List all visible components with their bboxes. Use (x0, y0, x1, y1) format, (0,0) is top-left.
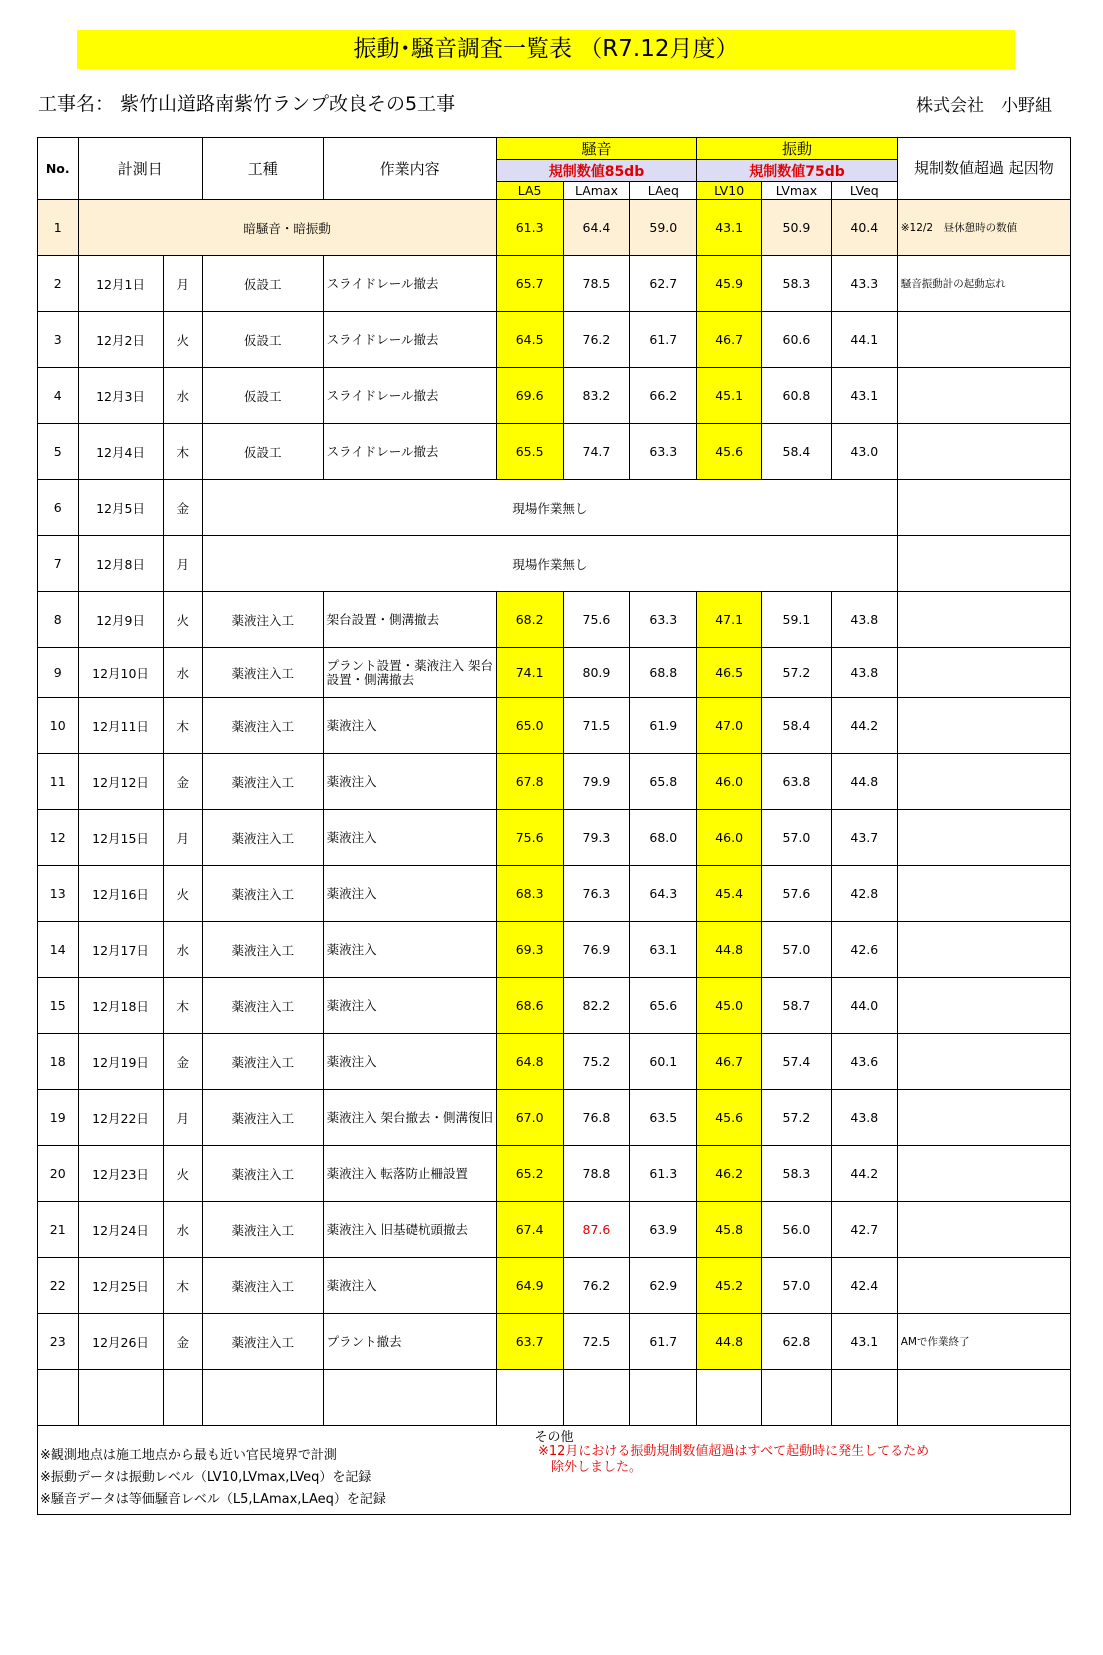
row-lv10: 46.0 (697, 810, 762, 866)
row-note (897, 866, 1070, 922)
row-work-type: 薬液注入工 (203, 1034, 324, 1090)
row-lvmax: 56.0 (762, 1202, 832, 1258)
row-day: 金 (163, 1034, 203, 1090)
row-lvmax: 58.3 (762, 256, 832, 312)
ambient-laeq: 59.0 (630, 200, 697, 256)
row-content: 薬液注入 (323, 698, 496, 754)
table-row (38, 256, 1071, 312)
row-day: 金 (163, 1314, 203, 1370)
row-date: 12月11日 (78, 698, 163, 754)
row-laeq: 63.3 (630, 592, 697, 648)
row-date: 12月2日 (78, 312, 163, 368)
row-work-type: 薬液注入工 (203, 1314, 324, 1370)
table-row (38, 1146, 1071, 1202)
table-row (38, 648, 1071, 698)
ambient-label: 暗騒音・暗振動 (78, 200, 496, 256)
row-lvmax: 58.3 (762, 1146, 832, 1202)
row-work-type: 薬液注入工 (203, 1090, 324, 1146)
row-note (897, 592, 1070, 648)
row-lvmax: 57.0 (762, 1258, 832, 1314)
row-lamax: 75.2 (563, 1034, 630, 1090)
row-lvmax: 58.4 (762, 424, 832, 480)
ambient-no: 1 (38, 200, 79, 256)
row-lv10: 45.6 (697, 424, 762, 480)
table-row (38, 978, 1071, 1034)
header-lv10: LV10 (697, 182, 762, 200)
row-day: 月 (163, 810, 203, 866)
header-lveq: LVeq (831, 182, 897, 200)
row-note (897, 1202, 1070, 1258)
row-work-type: 仮設工 (203, 312, 324, 368)
row-lamax: 87.6 (563, 1202, 630, 1258)
row-work-type: 薬液注入工 (203, 978, 324, 1034)
row-content: 薬液注入 (323, 1034, 496, 1090)
row-lveq: 43.3 (831, 256, 897, 312)
row-content: プラント撤去 (323, 1314, 496, 1370)
row-no: 13 (38, 866, 79, 922)
row-work-type: 薬液注入工 (203, 922, 324, 978)
row-lvmax: 63.8 (762, 754, 832, 810)
row-la5: 75.6 (496, 810, 563, 866)
project-name: 工事名： 紫竹山道路南紫竹ランプ改良その5工事 (38, 93, 456, 115)
row-day: 月 (163, 1090, 203, 1146)
row-la5: 68.2 (496, 592, 563, 648)
row-no: 21 (38, 1202, 79, 1258)
row-note (897, 648, 1070, 698)
row-day: 月 (163, 536, 203, 592)
row-lv10: 46.5 (697, 648, 762, 698)
row-la5: 64.9 (496, 1258, 563, 1314)
row-note (897, 1146, 1070, 1202)
header-date: 計測日 (78, 138, 203, 200)
row-la5: 65.7 (496, 256, 563, 312)
row-work-type: 薬液注入工 (203, 698, 324, 754)
row-la5: 64.8 (496, 1034, 563, 1090)
header-content: 作業内容 (323, 138, 496, 200)
row-work-type: 薬液注入工 (203, 1258, 324, 1314)
row-content: スライドレール撤去 (323, 424, 496, 480)
row-lveq: 42.8 (831, 866, 897, 922)
row-lveq: 43.8 (831, 1090, 897, 1146)
row-no: 23 (38, 1314, 79, 1370)
row-laeq: 62.7 (630, 256, 697, 312)
row-lveq: 42.6 (831, 922, 897, 978)
header-vibration: 振動 (697, 138, 898, 160)
row-lvmax: 60.8 (762, 368, 832, 424)
row-lvmax: 57.0 (762, 810, 832, 866)
row-lv10: 47.1 (697, 592, 762, 648)
row-no-work: 現場作業無し (203, 536, 898, 592)
row-day: 水 (163, 368, 203, 424)
row-no: 8 (38, 592, 79, 648)
header-laeq: LAeq (630, 182, 697, 200)
footer-red-note: ※12月における振動規制数値超過はすべて起動時に発生してるため 除外しました。 (538, 1444, 930, 1475)
row-lveq: 43.8 (831, 592, 897, 648)
row-laeq: 61.3 (630, 1146, 697, 1202)
table-row (38, 1034, 1071, 1090)
row-laeq: 63.9 (630, 1202, 697, 1258)
row-day: 火 (163, 1146, 203, 1202)
row-lvmax: 57.2 (762, 1090, 832, 1146)
row-note: AMで作業終了 (897, 1314, 1070, 1370)
row-note (897, 480, 1070, 536)
row-note (897, 922, 1070, 978)
row-lamax: 75.6 (563, 592, 630, 648)
row-date: 12月15日 (78, 810, 163, 866)
row-day: 金 (163, 480, 203, 536)
row-lveq: 43.0 (831, 424, 897, 480)
row-lamax: 83.2 (563, 368, 630, 424)
row-lamax: 71.5 (563, 698, 630, 754)
row-work-type: 薬液注入工 (203, 648, 324, 698)
row-laeq: 63.3 (630, 424, 697, 480)
row-lveq: 43.7 (831, 810, 897, 866)
row-date: 12月12日 (78, 754, 163, 810)
row-laeq: 65.8 (630, 754, 697, 810)
row-date: 12月1日 (78, 256, 163, 312)
row-lv10: 46.2 (697, 1146, 762, 1202)
row-work-type: 薬液注入工 (203, 1202, 324, 1258)
table-row (38, 368, 1071, 424)
row-lveq: 44.0 (831, 978, 897, 1034)
table-row (38, 754, 1071, 810)
row-note (897, 424, 1070, 480)
row-work-type: 薬液注入工 (203, 866, 324, 922)
row-no: 9 (38, 648, 79, 698)
table-row (38, 1314, 1071, 1370)
row-laeq: 61.7 (630, 312, 697, 368)
row-no: 7 (38, 536, 79, 592)
row-no: 10 (38, 698, 79, 754)
row-laeq: 61.9 (630, 698, 697, 754)
row-work-type: 仮設工 (203, 256, 324, 312)
header-noise: 騒音 (496, 138, 697, 160)
row-day: 月 (163, 256, 203, 312)
row-lvmax: 59.1 (762, 592, 832, 648)
row-lamax: 79.3 (563, 810, 630, 866)
row-date: 12月17日 (78, 922, 163, 978)
row-no: 15 (38, 978, 79, 1034)
row-lvmax: 57.0 (762, 922, 832, 978)
row-work-type: 仮設工 (203, 424, 324, 480)
row-la5: 67.4 (496, 1202, 563, 1258)
row-date: 12月24日 (78, 1202, 163, 1258)
row-lamax: 76.3 (563, 866, 630, 922)
row-day: 火 (163, 312, 203, 368)
ambient-lveq: 40.4 (831, 200, 897, 256)
row-date: 12月26日 (78, 1314, 163, 1370)
ambient-lamax: 64.4 (563, 200, 630, 256)
row-lveq: 43.1 (831, 368, 897, 424)
row-lamax: 82.2 (563, 978, 630, 1034)
row-date: 12月23日 (78, 1146, 163, 1202)
row-lvmax: 60.6 (762, 312, 832, 368)
row-content: 薬液注入 架台撤去・側溝復旧 (323, 1090, 496, 1146)
survey-table (37, 137, 1071, 1515)
row-lamax: 76.8 (563, 1090, 630, 1146)
row-date: 12月5日 (78, 480, 163, 536)
row-lamax: 79.9 (563, 754, 630, 810)
table-row (38, 866, 1071, 922)
row-lvmax: 57.4 (762, 1034, 832, 1090)
row-no: 18 (38, 1034, 79, 1090)
row-la5: 67.8 (496, 754, 563, 810)
row-lv10: 46.0 (697, 754, 762, 810)
row-laeq: 68.8 (630, 648, 697, 698)
row-content: 薬液注入 (323, 810, 496, 866)
row-content: 薬液注入 (323, 922, 496, 978)
row-lamax: 78.5 (563, 256, 630, 312)
row-date: 12月10日 (78, 648, 163, 698)
row-content: 薬液注入 (323, 1258, 496, 1314)
table-row (38, 698, 1071, 754)
row-lamax: 80.9 (563, 648, 630, 698)
row-la5: 68.3 (496, 866, 563, 922)
row-lveq: 43.8 (831, 648, 897, 698)
row-lv10: 47.0 (697, 698, 762, 754)
row-la5: 64.5 (496, 312, 563, 368)
row-lveq: 44.8 (831, 754, 897, 810)
row-content: 架台設置・側溝撤去 (323, 592, 496, 648)
row-date: 12月25日 (78, 1258, 163, 1314)
table-row (38, 480, 1071, 536)
ambient-lv10: 43.1 (697, 200, 762, 256)
row-lvmax: 58.4 (762, 698, 832, 754)
row-la5: 67.0 (496, 1090, 563, 1146)
row-la5: 68.6 (496, 978, 563, 1034)
header-no: No. (38, 138, 79, 200)
row-no: 4 (38, 368, 79, 424)
table-row (38, 592, 1071, 648)
row-date: 12月16日 (78, 866, 163, 922)
row-lv10: 45.4 (697, 866, 762, 922)
table-row (38, 424, 1071, 480)
row-laeq: 65.6 (630, 978, 697, 1034)
row-note (897, 1034, 1070, 1090)
row-day: 木 (163, 424, 203, 480)
table-row (38, 312, 1071, 368)
row-lv10: 45.1 (697, 368, 762, 424)
row-laeq: 63.1 (630, 922, 697, 978)
company-name: 株式会社 小野組 (916, 96, 1052, 116)
row-day: 木 (163, 1258, 203, 1314)
row-lamax: 72.5 (563, 1314, 630, 1370)
header-lamax: LAmax (563, 182, 630, 200)
row-content: 薬液注入 (323, 754, 496, 810)
row-no: 19 (38, 1090, 79, 1146)
row-note (897, 312, 1070, 368)
row-content: 薬液注入 旧基礎杭頭撤去 (323, 1202, 496, 1258)
row-la5: 63.7 (496, 1314, 563, 1370)
header-cause: 規制数値超過 起因物 (897, 138, 1070, 200)
row-day: 金 (163, 754, 203, 810)
row-laeq: 64.3 (630, 866, 697, 922)
row-lveq: 43.6 (831, 1034, 897, 1090)
row-lveq: 44.2 (831, 698, 897, 754)
row-day: 火 (163, 592, 203, 648)
row-date: 12月3日 (78, 368, 163, 424)
row-day: 水 (163, 922, 203, 978)
page-title: 振動･騒音調査一覧表 （R7.12月度） (77, 30, 1015, 69)
row-lvmax: 58.7 (762, 978, 832, 1034)
row-content: プラント設置・薬液注入 架台設置・側溝撤去 (323, 648, 496, 698)
row-lv10: 45.8 (697, 1202, 762, 1258)
row-date: 12月9日 (78, 592, 163, 648)
row-work-type: 薬液注入工 (203, 1146, 324, 1202)
table-row (38, 536, 1071, 592)
row-date: 12月4日 (78, 424, 163, 480)
row-laeq: 63.5 (630, 1090, 697, 1146)
row-note (897, 754, 1070, 810)
row-lv10: 45.9 (697, 256, 762, 312)
row-work-type: 仮設工 (203, 368, 324, 424)
table-row (38, 922, 1071, 978)
row-laeq: 60.1 (630, 1034, 697, 1090)
footer-section (38, 1426, 1071, 1515)
row-date: 12月18日 (78, 978, 163, 1034)
row-note (897, 536, 1070, 592)
row-lv10: 45.6 (697, 1090, 762, 1146)
row-lvmax: 57.2 (762, 648, 832, 698)
row-no-work: 現場作業無し (203, 480, 898, 536)
row-no: 3 (38, 312, 79, 368)
row-no: 6 (38, 480, 79, 536)
row-work-type: 薬液注入工 (203, 810, 324, 866)
row-day: 木 (163, 978, 203, 1034)
row-date: 12月8日 (78, 536, 163, 592)
footer-title: その他 (534, 1430, 574, 1445)
row-day: 木 (163, 698, 203, 754)
row-no: 11 (38, 754, 79, 810)
ambient-row (38, 200, 1071, 256)
row-note: 騒音振動計の起動忘れ (897, 256, 1070, 312)
row-lamax: 76.2 (563, 1258, 630, 1314)
footer-note-2: ※振動データは振動レベル（LV10,LVmax,LVeq）を記録 (40, 1470, 372, 1485)
header-la5: LA5 (496, 182, 563, 200)
row-lamax: 76.9 (563, 922, 630, 978)
row-lv10: 44.8 (697, 1314, 762, 1370)
row-lveq: 42.7 (831, 1202, 897, 1258)
footer-note-3: ※騒音データは等価騒音レベル（L5,LAmax,LAeq）を記録 (40, 1492, 386, 1507)
ambient-note: ※12/2 昼休憩時の数値 (897, 200, 1070, 256)
row-lamax: 76.2 (563, 312, 630, 368)
table-row (38, 1202, 1071, 1258)
row-content: 薬液注入 (323, 978, 496, 1034)
vibration-limit: 規制数値75db (697, 160, 898, 182)
row-lv10: 46.7 (697, 1034, 762, 1090)
row-day: 水 (163, 648, 203, 698)
table-row (38, 1090, 1071, 1146)
row-lveq: 44.1 (831, 312, 897, 368)
row-laeq: 66.2 (630, 368, 697, 424)
ambient-lvmax: 50.9 (762, 200, 832, 256)
row-la5: 69.3 (496, 922, 563, 978)
row-content: 薬液注入 (323, 866, 496, 922)
empty-row (38, 1370, 1071, 1426)
row-day: 火 (163, 866, 203, 922)
table-row (38, 810, 1071, 866)
row-lvmax: 62.8 (762, 1314, 832, 1370)
row-content: スライドレール撤去 (323, 256, 496, 312)
row-lveq: 44.2 (831, 1146, 897, 1202)
row-note (897, 368, 1070, 424)
row-no: 2 (38, 256, 79, 312)
row-la5: 65.5 (496, 424, 563, 480)
table-row (38, 1258, 1071, 1314)
row-lv10: 45.2 (697, 1258, 762, 1314)
row-note (897, 698, 1070, 754)
row-note (897, 978, 1070, 1034)
row-la5: 65.2 (496, 1146, 563, 1202)
row-lveq: 42.4 (831, 1258, 897, 1314)
noise-limit: 規制数値85db (496, 160, 697, 182)
row-note (897, 1258, 1070, 1314)
row-la5: 74.1 (496, 648, 563, 698)
row-lv10: 44.8 (697, 922, 762, 978)
row-date: 12月22日 (78, 1090, 163, 1146)
row-lamax: 74.7 (563, 424, 630, 480)
row-note (897, 1090, 1070, 1146)
row-la5: 69.6 (496, 368, 563, 424)
row-la5: 65.0 (496, 698, 563, 754)
row-note (897, 810, 1070, 866)
row-day: 水 (163, 1202, 203, 1258)
row-no: 5 (38, 424, 79, 480)
row-lamax: 78.8 (563, 1146, 630, 1202)
ambient-la5: 61.3 (496, 200, 563, 256)
row-content: スライドレール撤去 (323, 368, 496, 424)
header-work-type: 工種 (203, 138, 324, 200)
row-laeq: 61.7 (630, 1314, 697, 1370)
row-lv10: 45.0 (697, 978, 762, 1034)
row-lv10: 46.7 (697, 312, 762, 368)
row-laeq: 62.9 (630, 1258, 697, 1314)
row-work-type: 薬液注入工 (203, 754, 324, 810)
row-no: 12 (38, 810, 79, 866)
row-no: 22 (38, 1258, 79, 1314)
row-lvmax: 57.6 (762, 866, 832, 922)
row-lveq: 43.1 (831, 1314, 897, 1370)
row-work-type: 薬液注入工 (203, 592, 324, 648)
row-laeq: 68.0 (630, 810, 697, 866)
row-date: 12月19日 (78, 1034, 163, 1090)
row-content: 薬液注入 転落防止柵設置 (323, 1146, 496, 1202)
row-no: 14 (38, 922, 79, 978)
footer-note-1: ※観測地点は施工地点から最も近い官民境界で計測 (40, 1448, 337, 1463)
row-no: 20 (38, 1146, 79, 1202)
header-lvmax: LVmax (762, 182, 832, 200)
row-content: スライドレール撤去 (323, 312, 496, 368)
